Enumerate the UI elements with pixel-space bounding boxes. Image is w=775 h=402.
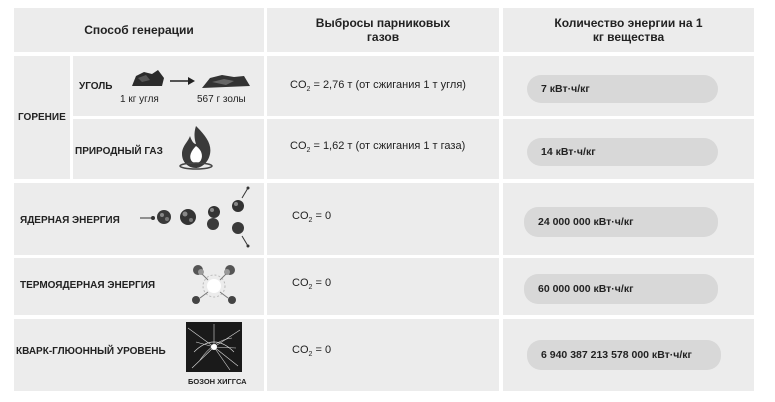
gas-co2-value: = 1,62 т (от сжигания 1 т газа) [310, 140, 466, 152]
header-energy: Количество энергии на 1 кг вещества [554, 16, 703, 44]
combustion-label: ГОРЕНИЕ [18, 112, 66, 123]
fusion-reaction-icon [186, 262, 242, 310]
quark-energy: 6 940 387 213 578 000 кВт·ч/кг [541, 349, 692, 361]
coal-caption-right: 567 г золы [197, 94, 246, 105]
gas-flame-icon [176, 124, 216, 170]
header-emissions: Выбросы парниковых газов [315, 16, 451, 44]
higgs-boson-caption: БОЗОН ХИГГСА [188, 377, 247, 386]
quark-co2 [292, 344, 331, 358]
gas-co2 [290, 140, 465, 154]
coal-energy: 7 кВт·ч/кг [541, 83, 590, 95]
fusion-energy-pill [524, 274, 718, 304]
co2-subscript: 2 [308, 351, 313, 359]
quark-label: КВАРК-ГЛЮОННЫЙ УРОВЕНЬ [16, 346, 166, 357]
co2-symbol: CO [290, 79, 307, 91]
coal-co2 [290, 79, 466, 93]
nuclear-label: ЯДЕРНАЯ ЭНЕРГИЯ [20, 215, 120, 226]
co2-subscript: 2 [308, 284, 313, 292]
fusion-label: ТЕРМОЯДЕРНАЯ ЭНЕРГИЯ [20, 280, 156, 291]
arrow-right-icon [170, 76, 196, 86]
co2-subscript: 2 [306, 147, 311, 155]
gas-energy: 14 кВт·ч/кг [541, 146, 596, 158]
higgs-boson-image [186, 322, 242, 372]
nuclear-fission-icon [138, 186, 258, 250]
gas-energy-pill [527, 138, 718, 166]
nuclear-co2-value: = 0 [312, 210, 332, 222]
gas-label: ПРИРОДНЫЙ ГАЗ [75, 146, 163, 157]
nuclear-energy: 24 000 000 кВт·ч/кг [538, 216, 634, 228]
fusion-energy: 60 000 000 кВт·ч/кг [538, 283, 634, 295]
co2-subscript: 2 [308, 217, 313, 225]
coal-label: УГОЛЬ [79, 81, 113, 92]
ash-pile-icon [200, 72, 252, 90]
header-method-cell [14, 8, 264, 52]
co2-subscript: 2 [306, 86, 311, 94]
nuclear-energy-pill [524, 207, 718, 237]
coal-lump-icon [128, 66, 168, 90]
coal-energy-pill [527, 75, 718, 103]
fusion-co2 [292, 277, 331, 291]
coal-co2-value: = 2,76 т (от сжигания 1 т угля) [310, 79, 466, 91]
coal-caption-left: 1 кг угля [120, 94, 159, 105]
quark-energy-pill [527, 340, 721, 370]
header-method: Способ генерации [84, 23, 194, 37]
fusion-co2-value: = 0 [312, 277, 332, 289]
quark-co2-value: = 0 [312, 344, 332, 356]
nuclear-co2 [292, 210, 331, 224]
co2-symbol: CO [292, 210, 309, 222]
co2-symbol: CO [290, 140, 307, 152]
co2-symbol: CO [292, 277, 309, 289]
co2-symbol: CO [292, 344, 309, 356]
header-energy-cell [503, 8, 754, 52]
header-emissions-cell [267, 8, 499, 52]
